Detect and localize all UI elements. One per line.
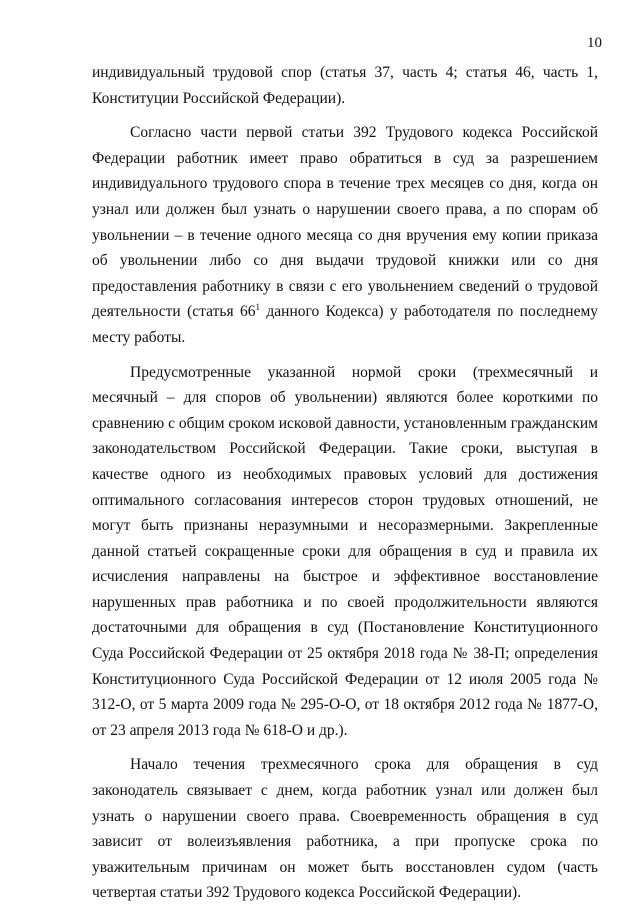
paragraph-continuation: индивидуальный трудовой спор (статья 37, часть 4; статья 46, часть 1, Конституции Российской Федерации). [92, 64, 598, 107]
superscript-footnote: 1 [255, 302, 260, 313]
document-body [92, 60, 598, 915]
paragraph-text: данного Кодекса) у работодателя по последнему месту работы. [92, 303, 599, 346]
paragraph-term-start: Начало течения трехмесячного срока для обращения в суд законодатель связывает с днем, когда работник узнал или должен был узнать о нарушении своего права. Своевременность обращения в суд зависит от волеизъявления работника, а при пропуске срока по уважительным причинам он может быть восстановлен судом (часть четвертая статьи 392 Трудового кодекса Российской Федерации). [92, 756, 598, 902]
paragraph-text: Согласно части первой статьи 392 Трудового кодекса Российской Федерации работник имеет право обратиться в суд за разрешением индивидуального трудового спора в течение трех месяцев со дня, когда он узнал или должен был узнать о нарушении своего права, а по спорам об увольнении – в течение одного месяца со дня вручения ему копии приказа об увольнении либо со дня выдачи трудовой книжки или со дня предоставления работнику в связи с его увольнением сведений о трудовой деятельности (статья 66 [92, 124, 598, 321]
paragraph-article-392 [92, 120, 598, 350]
paragraph-time-limits: Предусмотренные указанной нормой сроки (трехмесячный и месячный – для споров об увольнении) являются более короткими по сравнению с общим сроком исковой давности, установленным гражданским законодательством Российской Федерации. Такие сроки, выступая в качестве одного из необходимых правовых условий для достижения оптимального согласования интересов сторон трудовых отношений, не могут быть признаны неразумными и несоразмерными. Закрепленные данной статьей сокращенные сроки для обращения в суд и правила их исчисления направлены на быстрое и эффективное восстановление нарушенных прав работника и по своей продолжительности являются достаточными для обращения в суд (Постановление Конституционного Суда Российской Федерации от 25 октября 2018 года № 38-П; определения Конституционного Суда Российской Федерации от 12 июля 2005 года № 312-О, от 5 марта 2009 года № 295-О-О, от 18 октября 2012 года № 1877-О, от 23 апреля 2013 года № 618-О и др.). [92, 363, 598, 739]
page-number: 10 [587, 35, 602, 51]
